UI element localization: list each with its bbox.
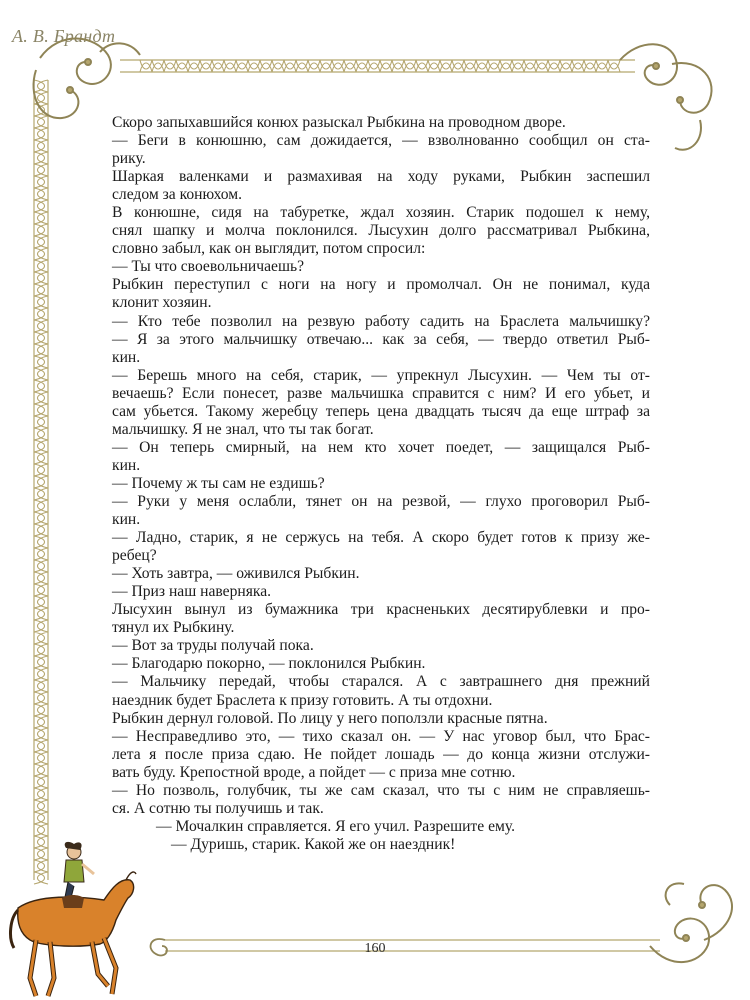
text-line: — Руки у меня ослабли, тянет он на резвой, — глухо проговорил Рыб- [112,492,650,510]
text-line: снял шапку и молча поклонился. Лысухин долго рассматривал Рыбкина, [112,222,650,240]
text-line: — Я за этого мальчишку отвечаю... как за себя, — твердо ответил Рыб- [112,330,650,348]
text-line: кин. [112,456,141,474]
page-number: 160 [364,941,386,956]
text-line: ся. А сотню ты получишь и так. [112,799,324,817]
text-line: — Берешь много на себя, старик, — упрекнул Лысухин. — Чем ты от- [112,366,650,384]
text-line: наездник будет Браслета к призу готовить. А ты отдохни. [112,691,493,709]
text-line: вать буду. Крепостной вроде, а пойдет — с приза мне сотню. [112,763,516,781]
text-line: тянул их Рыбкину. [112,619,235,637]
text-line: — Несправедливо это, — тихо сказал он. — У нас уговор был, что Брас- [112,727,650,745]
text-line: — Кто тебе позволил на резвую работу садить на Браслета мальчишку? [112,312,650,330]
text-line: — Мочалкин справляется. Я его учил. Разрешите ему. [156,817,515,835]
text-line: клонит хозяин. [112,294,212,312]
text-line: сам убьется. Такому жеребцу теперь цена двадцать тысяч да еще штраф за [112,402,650,420]
text-line: — Вот за труды получай пока. [112,637,314,655]
text-line: словно забыл, как он выглядит, потом спросил: [112,240,426,258]
text-line: кин. [112,348,141,366]
text-line: следом за конюхом. [112,186,243,204]
text-line: ребец? [112,547,157,565]
text-line: лета я после приза сдаю. Не пойдет лошадь — до конца жизни отслужи- [112,745,650,763]
running-head-author: А. В. Брандт [12,26,116,46]
text-line: — Дуришь, старик. Какой же он наездник! [171,835,456,853]
text-line: Рыбкин переступил с ноги на ногу и промолчал. Он не понимал, куда [112,276,650,294]
text-line: Скоро запыхавшийся конюх разыскал Рыбкина на проводном дворе. [112,114,566,131]
text-line: вечаешь? Если понесет, разве мальчишка справится с ним? И его убьет, и [112,384,650,402]
text-line: — Мальчику передай, чтобы старался. А с завтрашнего дня прежний [112,673,650,691]
text-line: — Ты что своевольничаешь? [112,258,305,276]
text-line: мальчишку. Я не знал, что ты так богат. [112,420,374,438]
horse-rider-illustration [8,838,138,1000]
text-line: — Беги в конюшню, сам дожидается, — взволнованно сообщил он ста- [112,132,650,150]
text-line: Шаркая валенками и размахивая на ходу руками, Рыбкин заспешил [112,168,650,186]
rider [64,842,94,902]
body-text [112,114,650,854]
text-line: — Почему ж ты сам не ездишь? [112,474,325,492]
text-line: — Ладно, старик, я не сержусь на тебя. А скоро будет готов к призу же- [112,529,650,547]
text-line: — Приз наш наверняка. [112,583,272,601]
text-line: — Хоть завтра, — оживился Рыбкин. [112,565,360,583]
text-line: Лысухин вынул из бумажника три красненьких десятирублевки и про- [112,601,650,619]
text-line: В конюшне, сидя на табуретке, ждал хозяин. Старик подошел к нему, [112,204,650,222]
text-line: — Благодарю покорно, — поклонился Рыбкин. [112,655,426,673]
corner-ornament-top-left [34,38,140,118]
left-border [34,80,48,884]
text-line: — Он теперь смирный, на нем кто хочет поедет, — защищался Рыб- [112,438,650,456]
text-line: рику. [112,150,146,168]
text-line: — Но позволь, голубчик, ты же сам сказал, что ты с ним не справляешь- [112,781,650,799]
text-line: Рыбкин дернул головой. По лицу у него поползли красные пятна. [112,709,548,727]
text-line: кин. [112,511,141,529]
top-border [120,60,635,72]
